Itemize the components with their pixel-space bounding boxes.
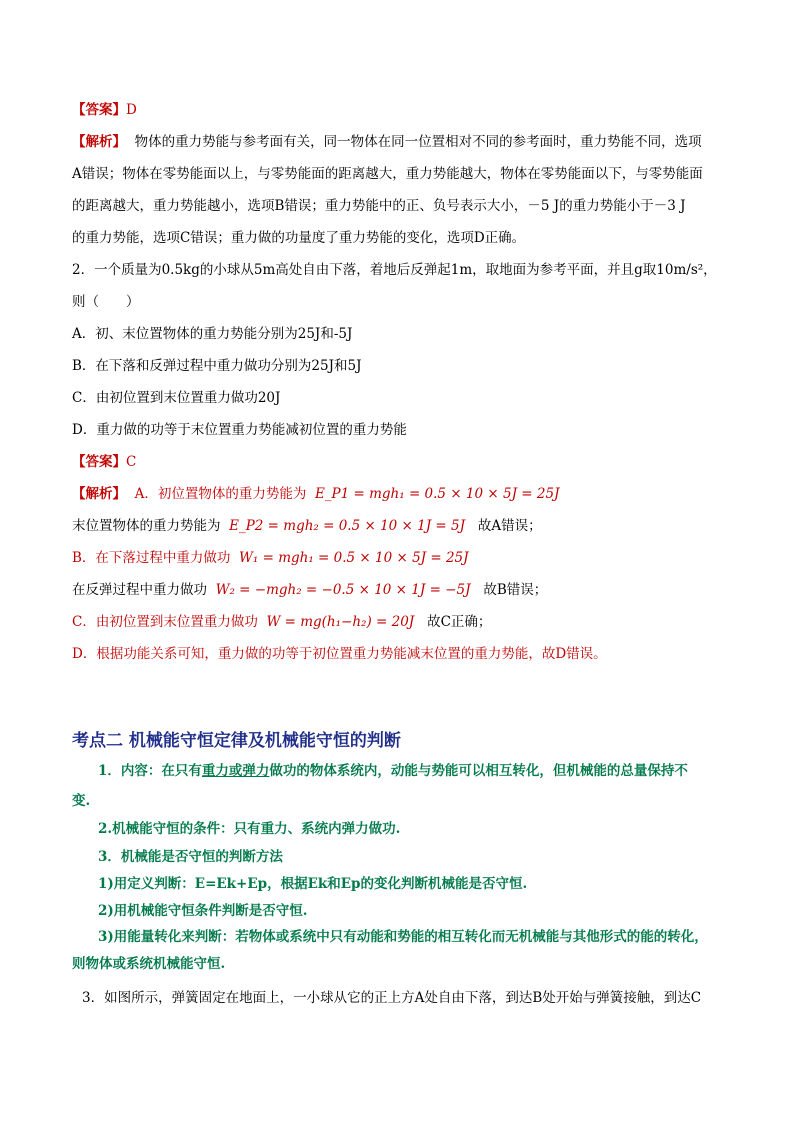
q1-answer: [72, 99, 137, 121]
answer-value: C: [126, 454, 137, 470]
q1-analysis-line-3: 的距离越大，重力势能越小，选项B错误；重力势能中的正、负号表示大小，－5 J的重力势能小于－3 J: [72, 198, 686, 214]
equation: W = mg(h₁−h₂) = 20J: [266, 614, 415, 630]
section2-point-2: 2.机械能守恒的条件：只有重力、系统内弹力做功.: [98, 821, 401, 837]
q2-stem-line-1: 2．一个质量为0.5kg的小球从5m高处自由下落，着地后反弹起1m，取地面为参考平面，并且g取10m/s²，: [72, 262, 717, 278]
q2-solution-f: D．根据功能关系可知，重力做的功等于初位置重力势能减末位置的重力势能，故D错误。: [72, 646, 607, 662]
q2-answer: [72, 451, 136, 473]
answer-value: D: [126, 102, 137, 118]
underlined-term: 重力或弹力: [201, 763, 270, 779]
equation: W₂ = −mgh₂ = −0.5 × 10 × 1J = −5J: [215, 582, 471, 598]
answer-tag: 【答案】: [72, 454, 126, 470]
q2-option-a: A．初、末位置物体的重力势能分别为25J和-5J: [72, 326, 353, 342]
answer-tag: 【答案】: [72, 102, 126, 118]
q2-option-b: B．在下落和反弹过程中重力做功分别为25J和5J: [72, 358, 362, 374]
q1-analysis-line-2: A错误；物体在零势能面以上，与零势能面的距离越大，重力势能越大，物体在零势能面以下，与零势能面: [72, 166, 703, 182]
analysis-tag: 【解析】: [72, 134, 126, 150]
q2-option-d: D．重力做的功等于末位置重力势能减初位置的重力势能: [72, 422, 407, 438]
equation: E_P1 = mgh₁ = 0.5 × 10 × 5J = 25J: [314, 486, 560, 502]
section2-point-1-cont: 变.: [72, 793, 91, 809]
section2-point-1: 1．内容：在只有重力或弹力做功的物体系统内，动能与势能可以相互转化，但机械能的总量保持不: [98, 763, 688, 779]
section2-point-7: 则物体或系统机械能守恒.: [72, 956, 226, 972]
section2-point-6: 3)用能量转化来判断：若物体或系统中只有动能和势能的相互转化而无机械能与其他形式的能的转化，: [98, 929, 708, 945]
q2-solution-c: B．在下落过程中重力做功 W₁ = mgh₁ = 0.5 × 10 × 5J = 25J: [72, 550, 469, 566]
q3-stem: 3．如图所示，弹簧固定在地面上，一小球从它的正上方A处自由下落，到达B处开始与弹簧接触，到达C: [82, 990, 702, 1006]
equation: W₁ = mgh₁ = 0.5 × 10 × 5J = 25J: [239, 550, 469, 566]
q2-solution-a: 【解析】 A．初位置物体的重力势能为 E_P1 = mgh₁ = 0.5 × 10 × 5J = 25J: [72, 486, 560, 502]
section-title: 考点二 机械能守恒定律及机械能守恒的判断: [72, 731, 401, 751]
q2-stem-line-2: 则（ ）: [72, 294, 140, 310]
analysis-tag: 【解析】: [72, 486, 126, 502]
q1-analysis-line-1: 【解析】 物体的重力势能与参考面有关，同一物体在同一位置相对不同的参考面时，重力势能不同，选项: [72, 134, 702, 150]
q2-solution-e: C．由初位置到末位置重力做功 W = mg(h₁−h₂) = 20J 故C正确；: [72, 614, 492, 630]
section2-point-5: 2)用机械能守恒条件判断是否守恒.: [98, 903, 308, 919]
equation: E_P2 = mgh₂ = 0.5 × 10 × 1J = 5J: [229, 518, 466, 534]
section2-point-4: 1)用定义判断：E=Ek+Ep，根据Ek和Ep的变化判断机械能是否守恒.: [98, 876, 528, 892]
q1-analysis-line-4: 的重力势能，选项C错误；重力做的功量度了重力势能的变化，选项D正确。: [72, 230, 526, 246]
q2-option-c: C．由初位置到末位置重力做功20J: [72, 390, 281, 406]
section2-point-3: 3．机械能是否守恒的判断方法: [98, 849, 283, 865]
q2-solution-b: 末位置物体的重力势能为 E_P2 = mgh₂ = 0.5 × 10 × 1J = 5J 故A错误；: [72, 518, 542, 534]
q2-solution-d: 在反弹过程中重力做功 W₂ = −mgh₂ = −0.5 × 10 × 1J = −5J 故B错误；: [72, 582, 548, 598]
